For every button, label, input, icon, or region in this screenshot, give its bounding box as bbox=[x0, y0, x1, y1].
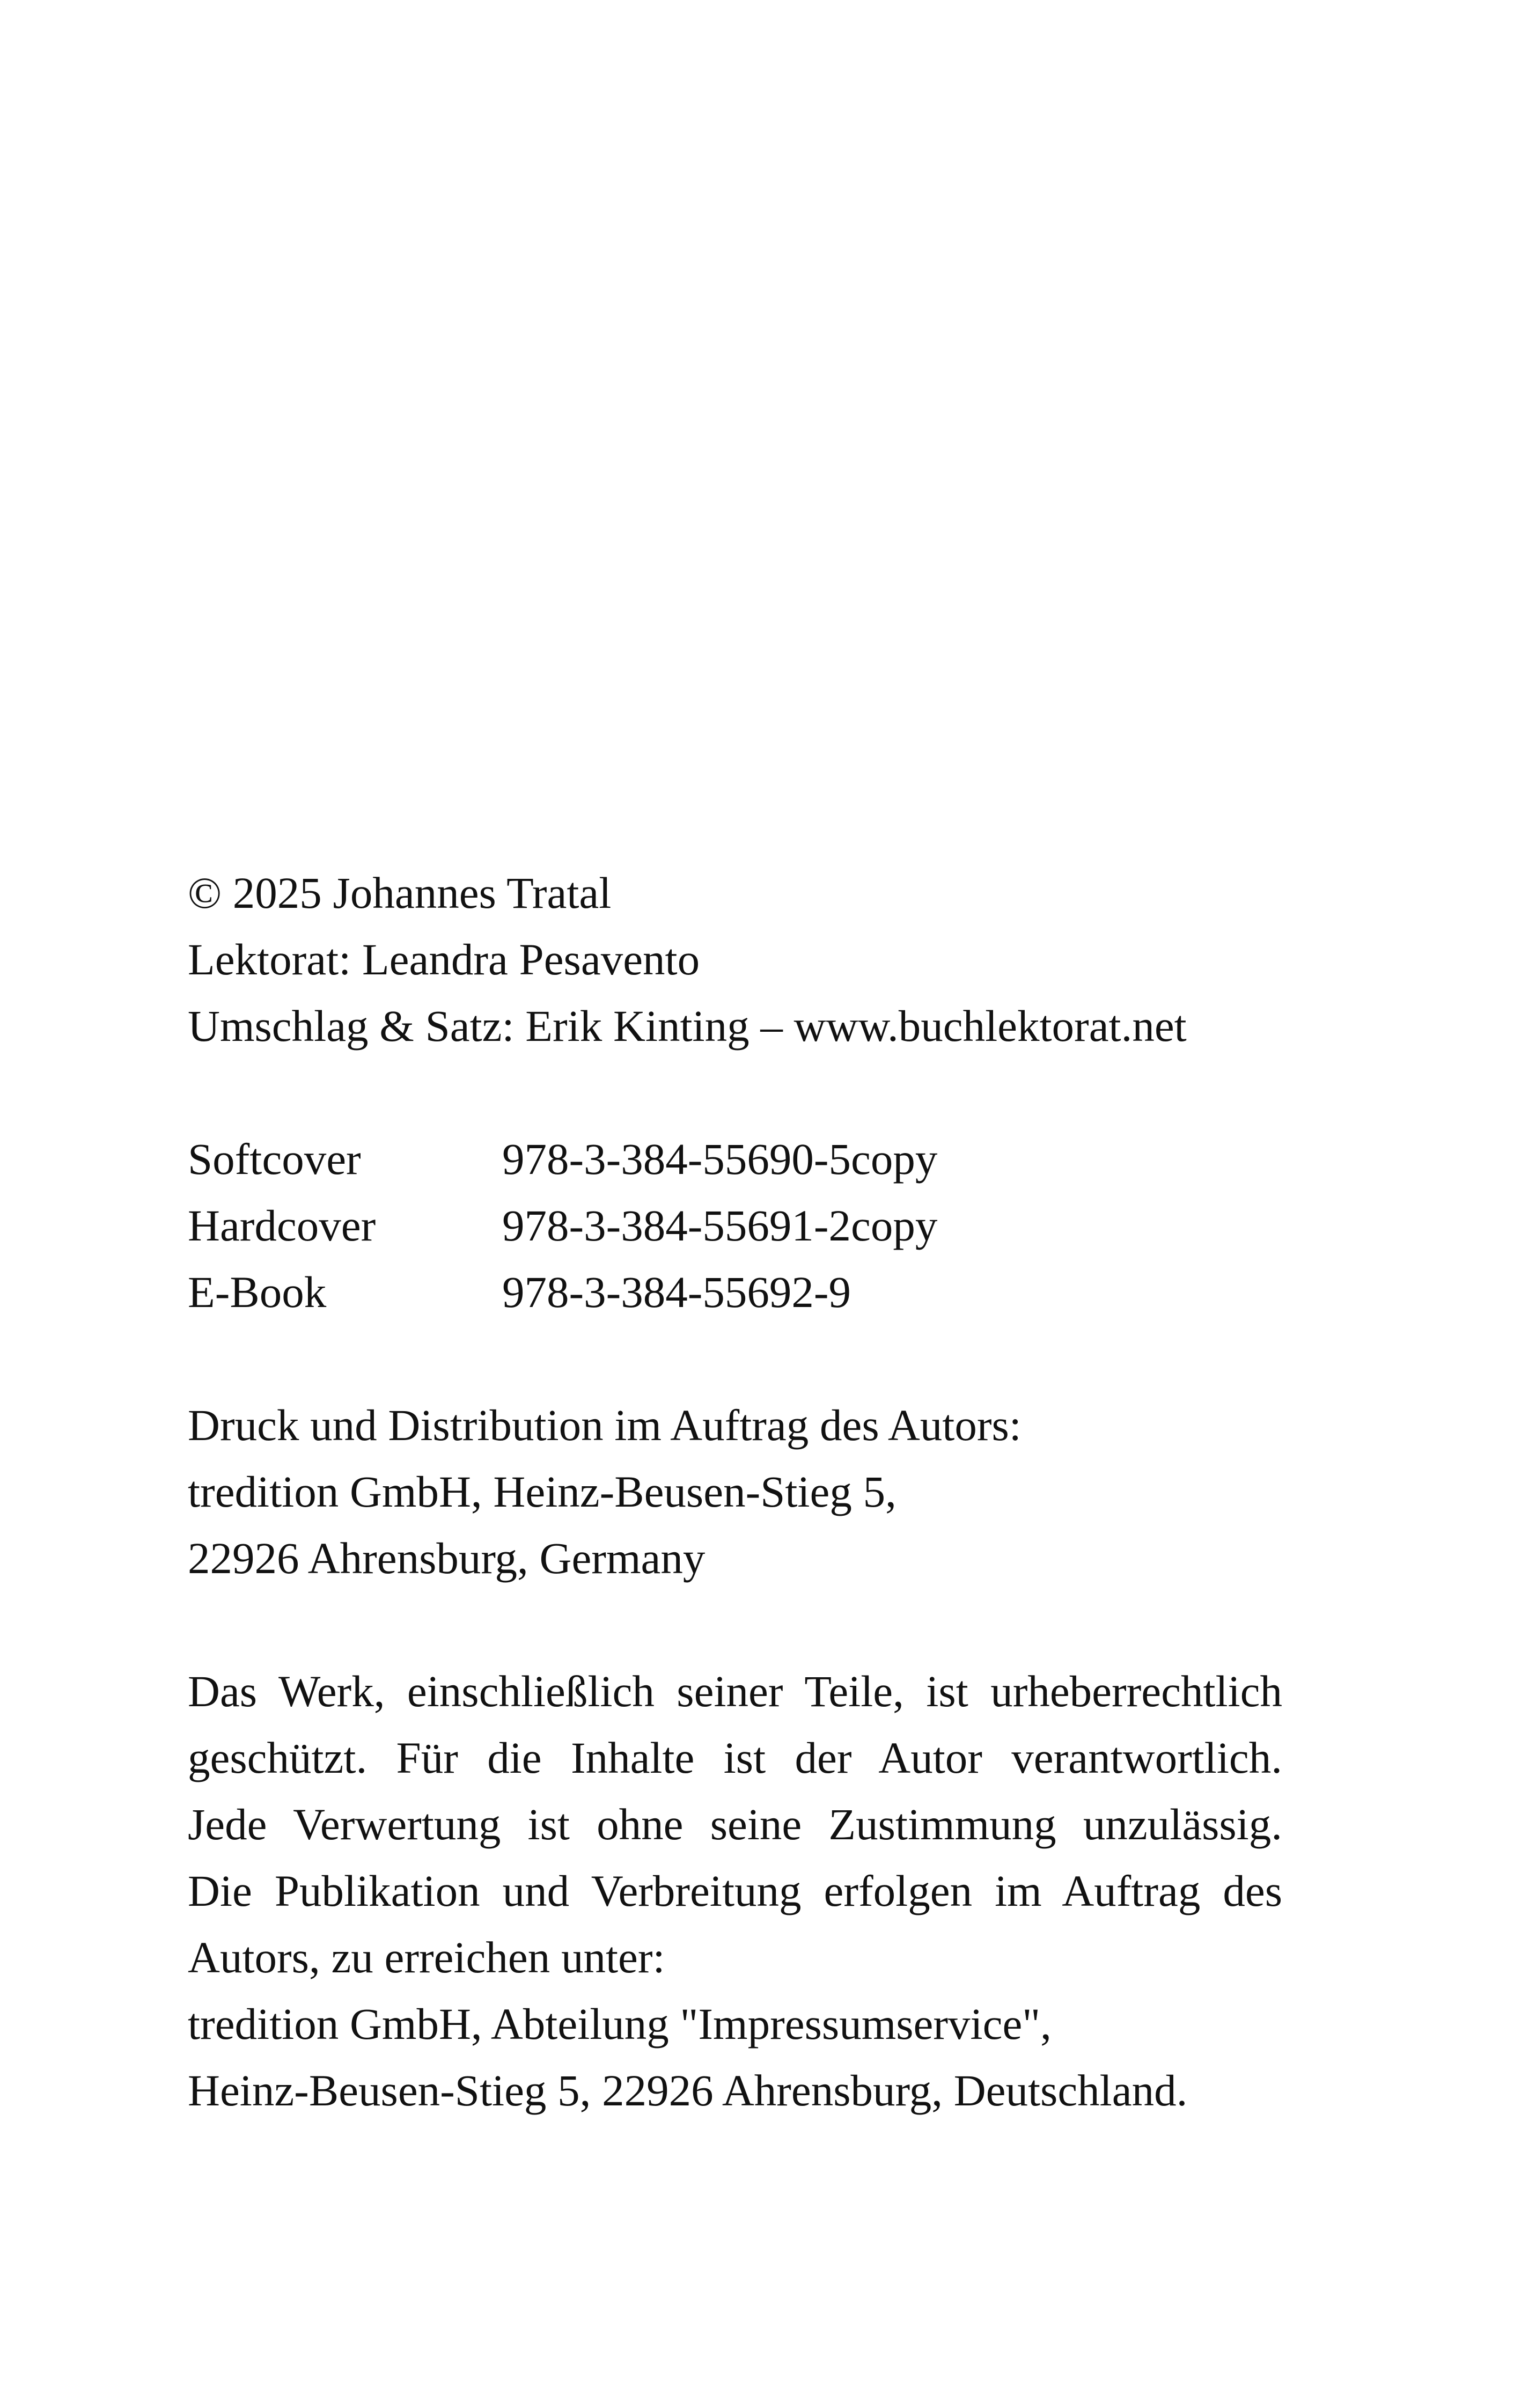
spacer bbox=[188, 1591, 1282, 1658]
isbn-number: 978-3-384-55690-5copy bbox=[502, 1134, 938, 1184]
distribution-address-street: tredition GmbH, Heinz-Beusen-Stieg 5, bbox=[188, 1467, 897, 1516]
isbn-row-ebook bbox=[188, 1259, 1282, 1325]
distribution-heading: Druck und Distribution im Auftrag des Autors: bbox=[188, 1400, 1022, 1450]
legal-notice-line: Das Werk, einschließlich seiner Teile, ist urheberrechtlich bbox=[188, 1666, 1282, 1716]
legal-contact-address: Heinz-Beusen-Stieg 5, 22926 Ahrensburg, Deutschland. bbox=[188, 2066, 1188, 2115]
isbn-row-hardcover bbox=[188, 1192, 1282, 1259]
spacer bbox=[188, 1059, 1282, 1126]
legal-notice-line: Jede Verwertung ist ohne seine Zustimmung unzulässig. bbox=[188, 1800, 1282, 1849]
isbn-label: Hardcover bbox=[188, 1201, 376, 1250]
copyright-line: © 2025 Johannes Tratal bbox=[188, 868, 612, 917]
isbn-label: Softcover bbox=[188, 1134, 361, 1184]
editing-credit: Lektorat: Leandra Pesavento bbox=[188, 935, 700, 984]
isbn-number: 978-3-384-55691-2copy bbox=[502, 1201, 938, 1250]
isbn-row-softcover bbox=[188, 1126, 1282, 1192]
legal-notice-line: geschützt. Für die Inhalte ist der Autor verantwortlich. bbox=[188, 1733, 1282, 1782]
isbn-number: 978-3-384-55692-9 bbox=[502, 1267, 851, 1317]
cover-typesetting-credit: Umschlag & Satz: Erik Kinting – www.buchlektorat.net bbox=[188, 1001, 1187, 1051]
spacer bbox=[188, 1325, 1282, 1392]
isbn-label: E-Book bbox=[188, 1267, 327, 1317]
legal-notice-line: Die Publikation und Verbreitung erfolgen im Auftrag des bbox=[188, 1866, 1282, 1915]
legal-contact-line: tredition GmbH, Abteilung "Impressumservice", bbox=[188, 1999, 1052, 2049]
imprint-block bbox=[188, 860, 1282, 2124]
legal-notice-line: Autors, zu erreichen unter: bbox=[188, 1933, 665, 1982]
distribution-address-city: 22926 Ahrensburg, Germany bbox=[188, 1533, 706, 1583]
